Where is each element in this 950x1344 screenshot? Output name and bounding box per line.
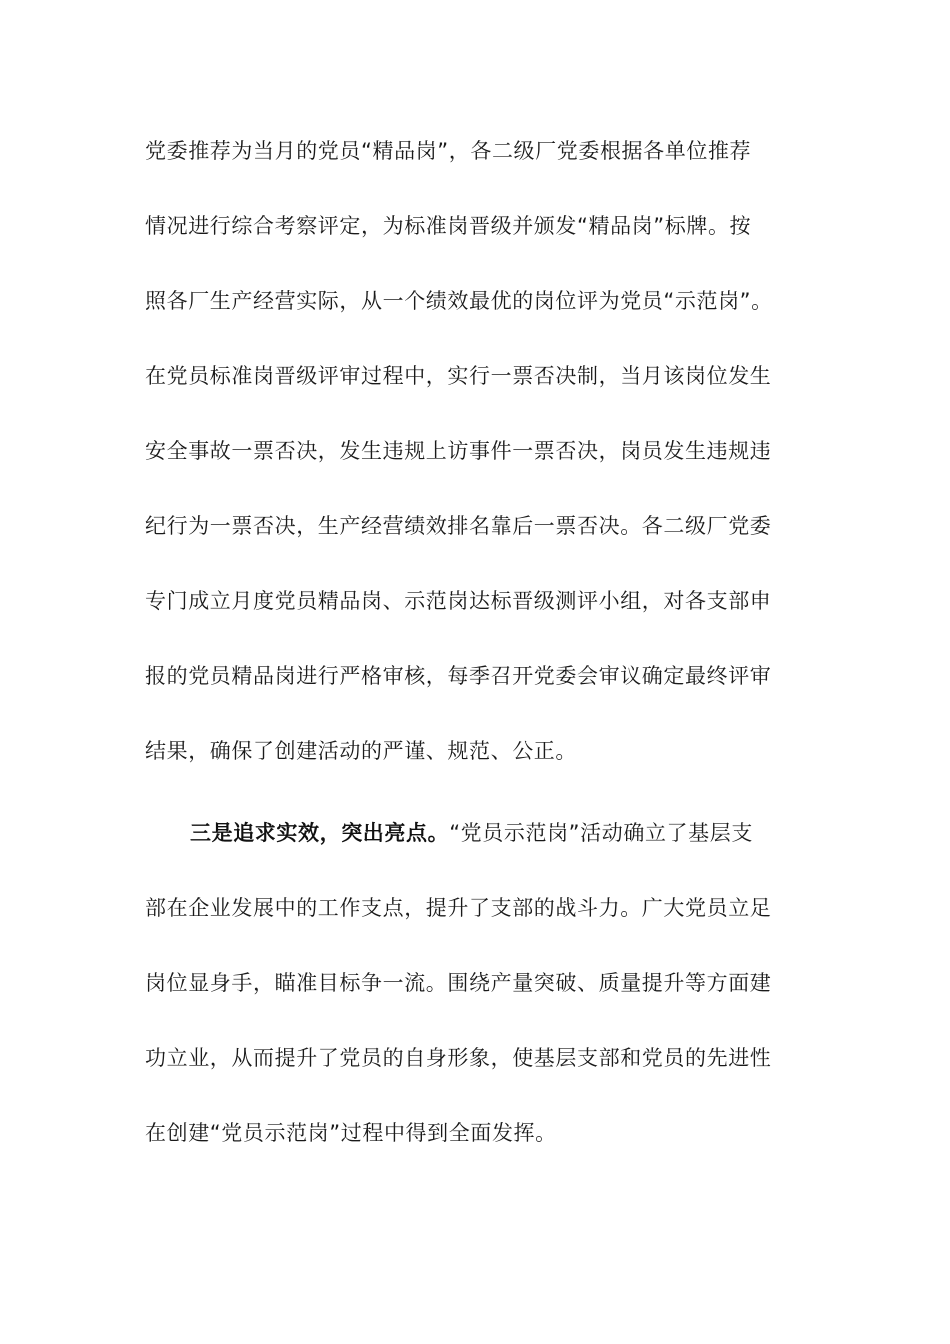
paragraph-line: 岗位显身手，瞄准目标争一流。围绕产量突破、质量提升等方面建: [145, 971, 772, 995]
paragraph-line: 照各厂生产经营实际，从一个绩效最优的岗位评为党员“示范岗”。: [145, 289, 773, 313]
paragraph-heading: 三是追求实效，突出亮点。: [190, 821, 450, 845]
paragraph-line: 功立业，从而提升了党员的自身形象，使基层支部和党员的先进性: [145, 1046, 772, 1070]
paragraph-line: 报的党员精品岗进行严格审核，每季召开党委会审议确定最终评审: [145, 664, 772, 688]
paragraph-line: 情况进行综合考察评定，为标准岗晋级并颁发“精品岗”标牌。按: [145, 214, 752, 238]
paragraph-first-line: [190, 813, 805, 853]
paragraph-line: 在创建“党员示范岗”过程中得到全面发挥。: [145, 1121, 557, 1145]
paragraph-line: 纪行为一票否决，生产经营绩效排名靠后一票否决。各二级厂党委: [145, 514, 772, 538]
paragraph-line: 结果，确保了创建活动的严谨、规范、公正。: [145, 739, 577, 763]
paragraph-line: 在党员标准岗晋级评审过程中，实行一票否决制，当月该岗位发生: [145, 364, 772, 388]
paragraph-line: 专门成立月度党员精品岗、示范岗达标晋级测评小组，对各支部申: [145, 589, 772, 613]
paragraph-text: “党员示范岗”活动确立了基层支: [449, 821, 753, 845]
paragraph-line: 安全事故一票否决，发生违规上访事件一票否决，岗员发生违规违: [145, 439, 772, 463]
paragraph-line: 党委推荐为当月的党员“精品岗”，各二级厂党委根据各单位推荐: [145, 139, 752, 163]
paragraph-line: 部在企业发展中的工作支点，提升了支部的战斗力。广大党员立足: [145, 896, 772, 920]
